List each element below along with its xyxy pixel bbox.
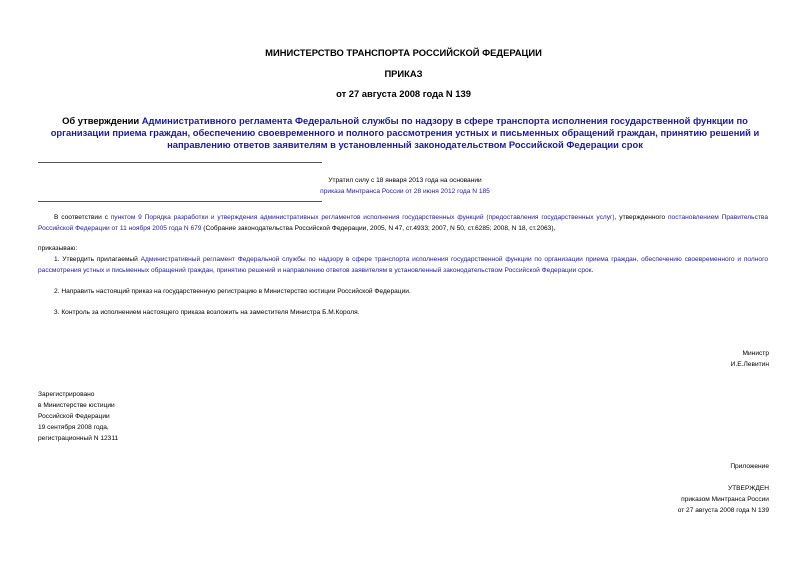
- preamble-text-2: , утвержденного: [614, 214, 668, 221]
- signature-position: Министр: [742, 350, 769, 357]
- item-1-end: .: [591, 267, 594, 274]
- order-word: приказываю:: [38, 245, 78, 252]
- divider-bottom: [38, 201, 322, 202]
- item-1-text: 1. Утвердить прилагаемый: [54, 256, 141, 263]
- appendix-label: Приложение: [730, 463, 769, 470]
- preamble-text-3: (Собрание законодательства Российской Федерации, 2005, N 47, ст.4933; 2007, N 50, ст.6285; 2008, N 18, ст.2063),: [201, 225, 556, 232]
- registration-line-1: Зарегистрировано: [38, 391, 95, 398]
- signature-name: И.Е.Левитин: [730, 361, 769, 368]
- signature-block: [731, 348, 769, 370]
- preamble-link-2[interactable]: постановлением Правительства Российской Федерации от 11 ноября 2005 года N 679: [38, 214, 768, 232]
- preamble-link-1[interactable]: пунктом 9 Порядка разработки и утверждения административных регламентов исполнения государственных функций (предоставления государственных услуг): [110, 214, 615, 221]
- preamble-text-1: В соответствии с: [54, 214, 111, 221]
- registration-block: [38, 389, 118, 444]
- approval-date: от 27 августа 2008 года N 139: [677, 507, 769, 514]
- item-1-regulation-link[interactable]: Административный регламент Федеральной службы по надзору в сфере транспорта исполнения государственной функции по организации приема граждан, обеспечению своевременного и полного рассмотрения устных и письменных обращений граждан, принятию решений и направлению ответов заявителям в установленный законодательством Российской Федерации срок: [38, 256, 768, 274]
- title-regulation-link[interactable]: Административного регламента Федеральной службы по надзору в сфере транспорта исполнения государственной функции по организации приема граждан, обеспечению своевременного и полного рассмотрения устных и письменных обращений граждан, принятию решений и направлению ответов заявителям в установленный законодательством Российской Федерации срок: [50, 115, 760, 150]
- item-1: [38, 254, 768, 276]
- approval-word: УТВЕРЖДЕН: [727, 485, 769, 492]
- preamble-paragraph: [38, 212, 768, 234]
- registration-line-3: Российской Федерации: [38, 413, 110, 420]
- registration-line-5: регистрационный N 12311: [38, 435, 119, 442]
- doc-title: [40, 115, 770, 151]
- divider-top: [38, 162, 322, 163]
- approval-by: приказом Минтранса России: [681, 496, 769, 503]
- registration-line-4: 19 сентября 2008 года,: [38, 424, 109, 431]
- lost-force-note: [300, 175, 510, 197]
- item-3: 3. Контроль за исполнением настоящего приказа возложить на заместителя Министра Б.М.Короля.: [54, 309, 360, 316]
- lost-force-text: Утратил силу с 18 января 2013 года на основании: [328, 177, 482, 184]
- doc-type-heading: ПРИКАЗ: [384, 68, 423, 79]
- lost-force-link[interactable]: приказа Минтранса России от 28 июня 2012 года N 185: [320, 188, 490, 195]
- item-2: 2. Направить настоящий приказ на государственную регистрацию в Министерство юстиции Российской Федерации.: [54, 288, 411, 295]
- title-prefix: Об утверждении: [62, 115, 142, 126]
- doc-date-heading: от 27 августа 2008 года N 139: [336, 88, 471, 99]
- registration-line-2: в Министерстве юстиции: [38, 402, 115, 409]
- ministry-heading: МИНИСТЕРСТВО ТРАНСПОРТА РОССИЙСКОЙ ФЕДЕРАЦИИ: [265, 47, 542, 58]
- approval-block: [678, 483, 769, 516]
